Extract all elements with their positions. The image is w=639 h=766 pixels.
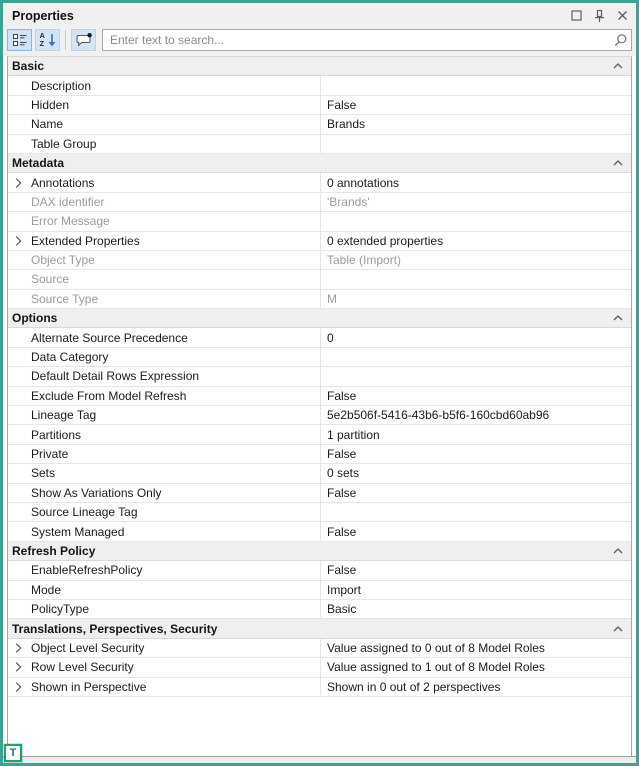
expand-icon[interactable] <box>15 662 22 673</box>
property-value-cell <box>321 290 631 308</box>
property-value-cell[interactable] <box>321 367 631 385</box>
section-title: Translations, Perspectives, Security <box>12 621 218 636</box>
search-icon[interactable] <box>609 33 631 48</box>
property-name: System Managed <box>31 524 125 539</box>
section-title: Options <box>12 311 58 326</box>
property-name: Object Level Security <box>31 640 145 655</box>
expand-icon[interactable] <box>15 177 22 188</box>
property-label-cell <box>8 658 321 676</box>
property-name: Hidden <box>31 97 70 112</box>
property-name: Error Message <box>31 214 110 229</box>
property-row[interactable] <box>8 484 631 503</box>
property-value: False <box>327 485 357 500</box>
property-row[interactable] <box>8 445 631 464</box>
property-label-cell <box>8 425 321 443</box>
expand-icon[interactable] <box>15 681 22 692</box>
property-value: M <box>327 291 337 306</box>
property-label-cell <box>8 96 321 114</box>
search-input[interactable] <box>103 31 609 49</box>
property-label-cell <box>8 406 321 424</box>
property-value: False <box>327 524 357 539</box>
pin-icon[interactable] <box>593 9 606 23</box>
section-header[interactable] <box>8 57 631 76</box>
property-label-cell <box>8 639 321 657</box>
property-value-cell[interactable] <box>321 406 631 424</box>
property-label-cell <box>8 115 321 133</box>
property-value-cell[interactable] <box>321 503 631 521</box>
property-label-cell <box>8 464 321 482</box>
property-name: Partitions <box>31 427 82 442</box>
property-row[interactable] <box>8 503 631 522</box>
az-sort-icon <box>40 32 56 48</box>
property-row[interactable] <box>8 135 631 154</box>
alphabetical-sort-button[interactable] <box>35 29 60 51</box>
property-row[interactable] <box>8 348 631 367</box>
search-box <box>102 29 632 51</box>
toolbar-separator <box>65 30 66 50</box>
titlebar[interactable] <box>3 3 636 28</box>
section-title: Refresh Policy <box>12 543 96 558</box>
property-row[interactable] <box>8 270 631 289</box>
property-value: False <box>327 563 357 578</box>
collapse-icon[interactable] <box>613 315 623 321</box>
property-label-cell <box>8 678 321 696</box>
property-row[interactable] <box>8 173 631 192</box>
property-name: Extended Properties <box>31 233 140 248</box>
property-value-cell[interactable] <box>321 561 631 579</box>
collapse-icon[interactable] <box>613 548 623 554</box>
property-value: False <box>327 388 357 403</box>
property-value-cell[interactable] <box>321 328 631 346</box>
panel-title: Properties <box>12 8 74 23</box>
property-label-cell <box>8 484 321 502</box>
property-value-cell[interactable] <box>321 484 631 502</box>
property-value-cell[interactable] <box>321 639 631 657</box>
property-value-cell[interactable] <box>321 135 631 153</box>
property-row[interactable] <box>8 367 631 386</box>
property-value: Value assigned to 1 out of 8 Model Roles <box>327 660 545 675</box>
property-name: Description <box>31 78 92 93</box>
property-name: PolicyType <box>31 602 90 617</box>
property-name: Source Type <box>31 291 99 306</box>
property-value-cell[interactable] <box>321 464 631 482</box>
property-row[interactable] <box>8 678 631 697</box>
property-value-cell[interactable] <box>321 678 631 696</box>
property-value: 'Brands' <box>327 194 370 209</box>
collapse-icon[interactable] <box>613 160 623 166</box>
property-label-cell <box>8 561 321 579</box>
az-letter-z: Z <box>39 39 45 48</box>
property-name: Data Category <box>31 350 109 365</box>
property-label-cell <box>8 581 321 599</box>
property-row[interactable] <box>8 658 631 677</box>
property-row[interactable] <box>8 464 631 483</box>
property-label-cell <box>8 367 321 385</box>
property-label-cell <box>8 173 321 191</box>
property-value-cell[interactable] <box>321 387 631 405</box>
property-row[interactable] <box>8 76 631 95</box>
property-row[interactable] <box>8 115 631 134</box>
properties-toolbar <box>3 28 636 56</box>
property-name: Source <box>31 272 70 287</box>
property-name: DAX identifier <box>31 194 105 209</box>
property-label-cell <box>8 135 321 153</box>
property-row[interactable] <box>8 600 631 619</box>
property-name: Exclude From Model Refresh <box>31 388 187 403</box>
close-icon[interactable] <box>617 10 628 21</box>
property-row[interactable] <box>8 290 631 309</box>
property-label-cell <box>8 251 321 269</box>
property-name: Mode <box>31 582 62 597</box>
property-label-cell <box>8 522 321 540</box>
property-value: Table (Import) <box>327 253 402 268</box>
categorized-icon <box>12 32 28 48</box>
property-value-cell <box>321 270 631 288</box>
property-value-cell[interactable] <box>321 96 631 114</box>
property-value: 5e2b506f-5416-43b6-b5f6-160cbd60ab96 <box>327 408 550 423</box>
property-row[interactable] <box>8 522 631 541</box>
property-value-cell[interactable] <box>321 348 631 366</box>
section-header[interactable] <box>8 309 631 328</box>
property-name: Name <box>31 117 64 132</box>
property-grid <box>7 56 632 756</box>
property-value: 0 extended properties <box>327 233 444 248</box>
property-name: Object Type <box>31 253 95 268</box>
property-label-cell <box>8 348 321 366</box>
property-row[interactable] <box>8 581 631 600</box>
property-value-cell[interactable] <box>321 425 631 443</box>
badge-letter: T <box>9 747 17 759</box>
section-header[interactable] <box>8 619 631 638</box>
property-value-cell[interactable] <box>321 76 631 94</box>
property-label-cell <box>8 232 321 250</box>
panel-bottom-strip <box>3 756 636 763</box>
property-row[interactable] <box>8 328 631 347</box>
property-label-cell <box>8 270 321 288</box>
tabular-editor-badge <box>4 744 22 762</box>
property-value-cell[interactable] <box>321 658 631 676</box>
section-header[interactable] <box>8 154 631 173</box>
property-value: Import <box>327 582 362 597</box>
property-name: Private <box>31 447 69 461</box>
property-row[interactable] <box>8 96 631 115</box>
property-label-cell <box>8 503 321 521</box>
property-value-cell[interactable] <box>321 522 631 540</box>
expand-icon[interactable] <box>15 642 22 653</box>
property-name: Annotations <box>31 175 95 190</box>
window-controls <box>571 9 628 23</box>
property-value: Value assigned to 0 out of 8 Model Roles <box>327 640 545 655</box>
property-value-cell[interactable] <box>321 600 631 618</box>
property-label-cell <box>8 76 321 94</box>
property-value-cell[interactable] <box>321 581 631 599</box>
property-row[interactable] <box>8 251 631 270</box>
property-value-cell[interactable] <box>321 115 631 133</box>
property-row[interactable] <box>8 639 631 658</box>
property-row[interactable] <box>8 387 631 406</box>
az-letter-a: A <box>39 31 45 40</box>
property-row[interactable] <box>8 193 631 212</box>
property-name: Source Lineage Tag <box>31 505 138 520</box>
property-value: False <box>327 97 357 112</box>
property-value-cell[interactable] <box>321 232 631 250</box>
property-value: Shown in 0 out of 2 perspectives <box>327 679 501 694</box>
categorized-view-button[interactable] <box>7 29 32 51</box>
property-value-cell <box>321 193 631 211</box>
property-name: Lineage Tag <box>31 408 97 423</box>
property-value: Brands <box>327 117 366 132</box>
property-row[interactable] <box>8 561 631 580</box>
property-name: Alternate Source Precedence <box>31 330 188 345</box>
property-name: Sets <box>31 466 56 481</box>
section-title: Basic <box>12 59 45 74</box>
sort-down-arrow <box>48 33 56 47</box>
property-value: 1 partition <box>327 427 380 442</box>
property-label-cell <box>8 387 321 405</box>
property-label-cell <box>8 290 321 308</box>
property-value-cell <box>321 212 631 230</box>
collapse-icon[interactable] <box>613 63 623 69</box>
property-name: EnableRefreshPolicy <box>31 563 143 578</box>
section-title: Metadata <box>12 156 65 171</box>
property-label-cell <box>8 445 321 463</box>
property-value-cell[interactable] <box>321 173 631 191</box>
tooltip-bubble-icon <box>75 32 93 48</box>
property-label-cell <box>8 328 321 346</box>
property-value: 0 annotations <box>327 175 400 190</box>
property-label-cell <box>8 212 321 230</box>
collapse-icon[interactable] <box>613 626 623 632</box>
property-name: Shown in Perspective <box>31 679 147 694</box>
property-row[interactable] <box>8 406 631 425</box>
section-header[interactable] <box>8 542 631 561</box>
expand-icon[interactable] <box>15 235 22 246</box>
property-value-cell[interactable] <box>321 445 631 463</box>
property-name: Show As Variations Only <box>31 485 162 500</box>
property-value: 0 <box>327 330 334 345</box>
property-label-cell <box>8 193 321 211</box>
property-value: Basic <box>327 602 357 617</box>
property-value: False <box>327 447 357 461</box>
property-name: Row Level Security <box>31 660 134 675</box>
property-name: Default Detail Rows Expression <box>31 369 200 384</box>
property-value: 0 sets <box>327 466 360 481</box>
property-value-cell <box>321 251 631 269</box>
property-row[interactable] <box>8 212 631 231</box>
show-description-button[interactable] <box>71 29 96 51</box>
property-label-cell <box>8 600 321 618</box>
property-row[interactable] <box>8 232 631 251</box>
property-row[interactable] <box>8 425 631 444</box>
float-window-icon[interactable] <box>571 10 582 21</box>
property-name: Table Group <box>31 136 97 151</box>
